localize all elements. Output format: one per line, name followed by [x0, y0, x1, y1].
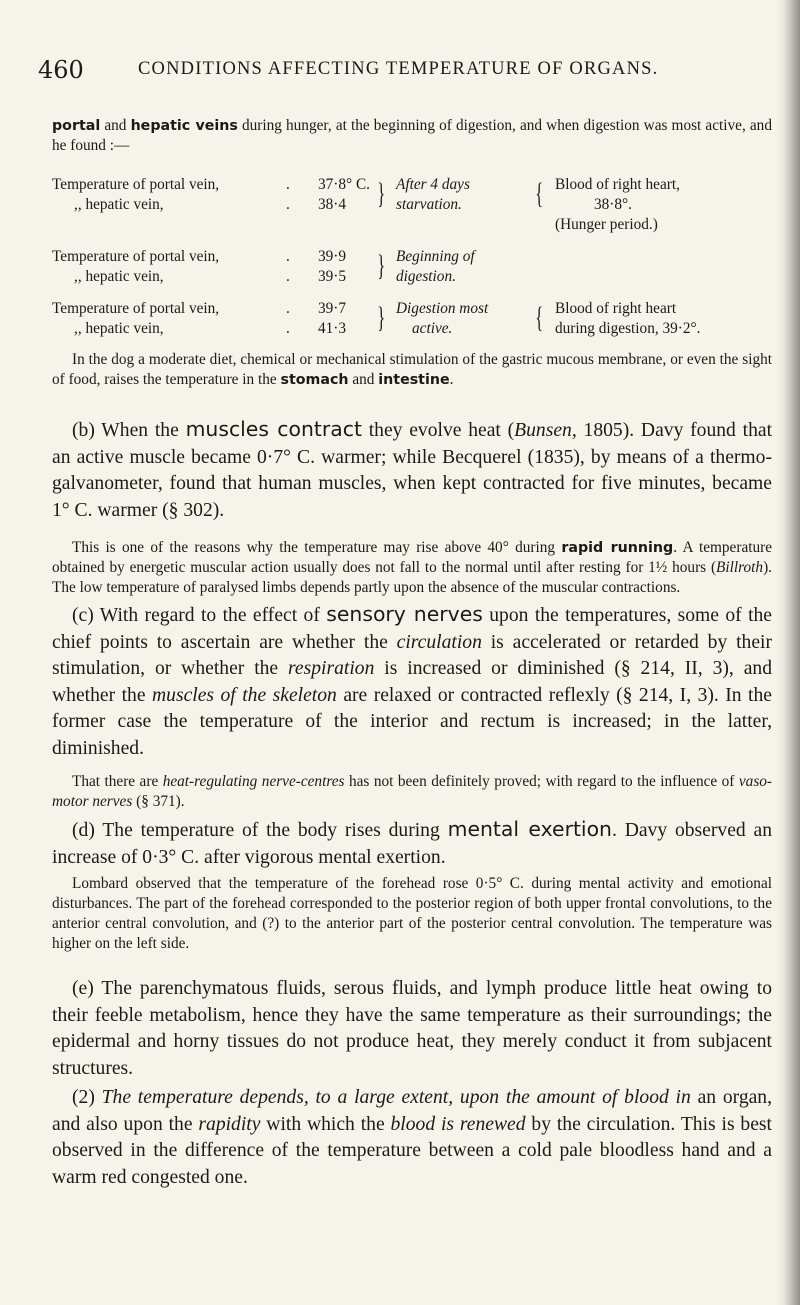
bold-term: intestine [378, 372, 450, 388]
dog-paragraph [52, 350, 772, 390]
row-label: ,, hepatic vein, [74, 320, 164, 337]
note-line: (Hunger period.) [555, 216, 658, 233]
running-title: CONDITIONS AFFECTING TEMPERATURE OF ORGANS. [138, 59, 659, 79]
section-b-paragraph [52, 416, 772, 524]
italic-term: The temperature depends, to a large extent, upon the amount of blood in [94, 1087, 691, 1108]
condition-line: starvation. [396, 196, 462, 213]
page-number: 460 [38, 56, 84, 84]
text-run: they evolve heat ( [361, 420, 515, 441]
brace: { [535, 177, 544, 210]
text-run: In the dog a moderate diet, chemical or mechanical stimulation of the gastric mucous membrane, or even the sight of food, raises the temperature in the [52, 351, 772, 388]
section-2-paragraph [52, 1085, 772, 1191]
text-run: has not been definitely proved; with regard to the influence of [344, 773, 739, 790]
section-label: (2) [72, 1087, 95, 1108]
condition-line: digestion. [396, 268, 456, 285]
text-run: during hunger, at the beginning of digestion, and when digestion was most active, and he found :— [52, 117, 772, 154]
text-run: (§ 371). [132, 793, 185, 810]
section-d-note [52, 874, 772, 954]
keyword: sensory nerves [326, 602, 483, 626]
citation: Bunsen, [514, 420, 577, 441]
row-dots: . [286, 248, 290, 265]
bold-term: stomach [280, 372, 349, 388]
italic-term: blood is renewed [390, 1113, 526, 1135]
row-value: 41·3 [318, 320, 347, 337]
brace: } [377, 301, 386, 334]
note-line: Blood of right heart, [555, 176, 680, 193]
text-run: an organ, and also upon the [52, 1087, 773, 1135]
row-value: 39·9 [318, 248, 347, 265]
row-value: 39·7 [318, 300, 347, 317]
bold-term: portal [52, 118, 101, 134]
text-run: and [100, 117, 131, 134]
text-run: That there are [72, 773, 163, 790]
bold-term: hepatic veins [130, 118, 238, 134]
brace: { [535, 301, 544, 334]
text-run: . Davy observed an increase of 0·3° C. after vigorous mental exertion. [52, 820, 773, 868]
section-d-paragraph [52, 816, 772, 871]
section-c-note [52, 772, 772, 812]
row-value: 39·5 [318, 268, 347, 285]
page-header [38, 56, 758, 84]
section-label: (c) [72, 605, 94, 626]
text-run: With regard to the effect of [93, 605, 327, 626]
row-label: Temperature of portal vein, [52, 176, 220, 193]
text-run: Lombard observed that the temperature of the forehead rose 0·5° C. during mental activity and emotional disturbances. The part of the forehead corresponded to the posterior region of both upper frontal convolutions, to the anterior central convolution, and (?) to the anterior part of the posterior central convolution. The temperature was higher on the left side. [52, 875, 772, 952]
text-run: is accelerated or retarded by their stimulation, or whether the [52, 631, 772, 680]
italic-term: rapidity [198, 1113, 261, 1135]
row-value: 38·4 [318, 196, 347, 213]
brace: } [377, 249, 386, 282]
page-edge-shadow [776, 0, 800, 1305]
row-label: Temperature of portal vein, [52, 248, 220, 265]
section-label: (b) [72, 420, 95, 441]
text-run: The parenchymatous fluids, serous fluids, and lymph produce little heat owing to their feeble metabolism, hence they have the same temperature as their surroundings; the epidermal and horny tissues do not produce heat, they merely conduct it from subjacent structures. [52, 978, 772, 1079]
text-run: . A temperature obtained by energetic muscular action usually does not fall to the normal until after resting for 1½ hours ( [52, 539, 773, 576]
text-run: . [449, 371, 454, 388]
text-run: with which the [260, 1113, 391, 1135]
section-label: (e) [72, 978, 94, 999]
section-b-note [52, 538, 772, 598]
text-run: This is one of the reasons why the temperature may rise above 40° during [72, 539, 562, 556]
text-run: 1805). Davy found that an active muscle became 0·7° C. warmer; while Becquerel (1835), by means of a thermo-galvanometer, found that human muscles, when kept contracted for five minutes, became 1° C. warmer (§ 302). [52, 420, 773, 521]
italic-term: heat-regulating nerve-centres [162, 773, 345, 790]
row-label: ,, hepatic vein, [74, 268, 164, 285]
intro-paragraph [52, 116, 772, 156]
text-run: are relaxed or contracted reflexly (§ 214, I, 3). In the former case the temperature of the interior and rectum is increased; in the latter, diminished. [52, 684, 772, 759]
row-label: ,, hepatic vein, [74, 196, 164, 213]
section-label: (d) [72, 820, 95, 841]
text-run: by the circulation. This is best observed in the difference of the temperature between a cold pale bloodless hand and a warm red congested one. [52, 1113, 772, 1188]
text-run: The temperature of the body rises during [94, 820, 448, 841]
text-run: upon the temperatures, some of the chief points to ascertain are whether the [52, 605, 773, 653]
condition-line: active. [412, 320, 453, 337]
row-dots: . [286, 320, 290, 337]
row-value: 37·8° C. [318, 176, 371, 193]
text-run: and [348, 371, 379, 388]
condition-line: Beginning of [396, 248, 475, 265]
row-dots: . [286, 176, 290, 193]
note-line: 38·8°. [594, 196, 632, 213]
keyword: muscles contract [185, 417, 362, 441]
bold-term: rapid running [561, 540, 674, 556]
citation: Billroth [716, 559, 764, 576]
condition-line: Digestion most [396, 300, 489, 317]
row-label: Temperature of portal vein, [52, 300, 220, 317]
italic-term: vaso-motor nerves [52, 773, 773, 810]
row-dots: . [286, 268, 290, 285]
note-line: during digestion, 39·2°. [555, 320, 701, 337]
text-run: is increased or diminished (§ 214, II, 3), and whether the [52, 658, 772, 706]
italic-term: respiration [288, 658, 375, 680]
italic-term: circulation [396, 631, 482, 653]
text-run: ). The low temperature of paralysed limbs depends partly upon the absence of the muscular contractions. [52, 559, 772, 596]
note-line: Blood of right heart [555, 300, 677, 317]
row-dots: . [286, 196, 290, 213]
italic-term: muscles of the skeleton [152, 684, 337, 706]
brace: } [377, 177, 386, 210]
row-dots: . [286, 300, 290, 317]
text-run: When the [94, 420, 186, 441]
keyword: mental exertion [447, 817, 612, 841]
section-e-paragraph [52, 976, 772, 1082]
condition-line: After 4 days [396, 176, 470, 193]
section-c-paragraph [52, 601, 772, 763]
